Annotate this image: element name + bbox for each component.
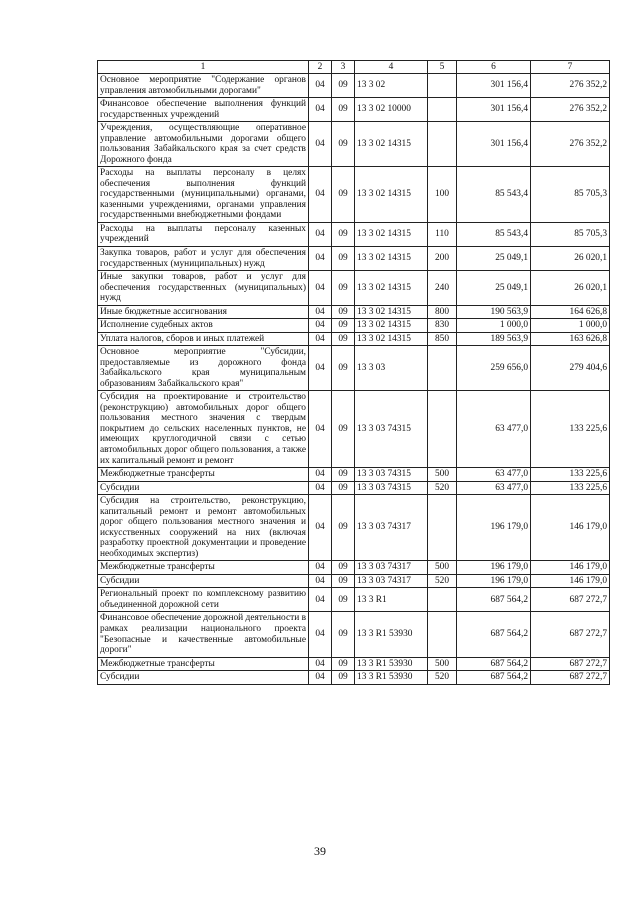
table-row [98, 495, 610, 561]
expense-type-cell: 520 [428, 574, 457, 588]
target-article-cell: 13 3 02 14315 [355, 167, 428, 223]
section-cell: 04 [309, 271, 332, 306]
target-article-cell: 13 3 R1 53930 [355, 671, 428, 685]
expense-type-cell: 500 [428, 657, 457, 671]
amount-year1-cell: 25 049,1 [457, 246, 531, 270]
expense-type-cell: 110 [428, 222, 457, 246]
amount-year2-cell: 687 272,7 [531, 588, 610, 612]
expense-type-cell: 240 [428, 271, 457, 306]
table-row [98, 574, 610, 588]
col-header: 6 [457, 61, 531, 74]
row-name-cell: Иные бюджетные ассигнования [98, 305, 309, 319]
amount-year1-cell: 687 564,2 [457, 657, 531, 671]
subsection-cell: 09 [332, 222, 355, 246]
col-header: 3 [332, 61, 355, 74]
table-row [98, 346, 610, 391]
amount-year1-cell: 196 179,0 [457, 561, 531, 575]
amount-year2-cell: 687 272,7 [531, 671, 610, 685]
expense-type-cell [428, 98, 457, 122]
amount-year2-cell: 687 272,7 [531, 612, 610, 657]
section-cell: 04 [309, 671, 332, 685]
expense-type-cell: 500 [428, 468, 457, 482]
amount-year2-cell: 279 404,6 [531, 346, 610, 391]
row-name-cell: Уплата налогов, сборов и иных платежей [98, 332, 309, 346]
section-cell: 04 [309, 657, 332, 671]
subsection-cell: 09 [332, 305, 355, 319]
row-name-cell: Закупка товаров, работ и услуг для обеспечения государственных (муниципальных) нужд [98, 246, 309, 270]
section-cell: 04 [309, 495, 332, 561]
target-article-cell: 13 3 02 14315 [355, 332, 428, 346]
row-name-cell: Субсидии [98, 481, 309, 495]
row-name-cell: Расходы на выплаты персоналу казенных учреждений [98, 222, 309, 246]
table-row [98, 612, 610, 657]
amount-year1-cell: 687 564,2 [457, 588, 531, 612]
amount-year2-cell: 133 225,6 [531, 468, 610, 482]
amount-year1-cell: 85 543,4 [457, 222, 531, 246]
expense-type-cell [428, 495, 457, 561]
subsection-cell: 09 [332, 468, 355, 482]
amount-year2-cell: 276 352,2 [531, 122, 610, 167]
target-article-cell: 13 3 03 74315 [355, 468, 428, 482]
row-name-cell: Иные закупки товаров, работ и услуг для обеспечения государственных (муниципальных) нужд [98, 271, 309, 306]
amount-year1-cell: 63 477,0 [457, 481, 531, 495]
row-name-cell: Учреждения, осуществляющие оперативное управление автомобильными дорогами общего пользования Забайкальского края за счет средств Дорожного фонда [98, 122, 309, 167]
table-row [98, 271, 610, 306]
expense-type-cell: 200 [428, 246, 457, 270]
row-name-cell: Субсидия на проектирование и строительство (реконструкцию) автомобильных дорог общего пользования местного значения с твердым покрытием до сельских населенных пунктов, не имеющих круглогодичной связи с сетью автомобильных дорог общего пользования, а также их капитальный ремонт и ремонт [98, 391, 309, 468]
row-name-cell: Межбюджетные трансферты [98, 561, 309, 575]
amount-year1-cell: 85 543,4 [457, 167, 531, 223]
subsection-cell: 09 [332, 657, 355, 671]
target-article-cell: 13 3 02 14315 [355, 122, 428, 167]
amount-year1-cell: 1 000,0 [457, 319, 531, 333]
subsection-cell: 09 [332, 167, 355, 223]
col-header: 7 [531, 61, 610, 74]
subsection-cell: 09 [332, 671, 355, 685]
section-cell: 04 [309, 74, 332, 98]
amount-year2-cell: 26 020,1 [531, 246, 610, 270]
section-cell: 04 [309, 319, 332, 333]
section-cell: 04 [309, 98, 332, 122]
section-cell: 04 [309, 481, 332, 495]
target-article-cell: 13 3 02 [355, 74, 428, 98]
section-cell: 04 [309, 332, 332, 346]
subsection-cell: 09 [332, 574, 355, 588]
page-number: 39 [314, 844, 326, 858]
amount-year1-cell: 687 564,2 [457, 671, 531, 685]
subsection-cell: 09 [332, 481, 355, 495]
expense-type-cell [428, 346, 457, 391]
col-header: 2 [309, 61, 332, 74]
section-cell: 04 [309, 346, 332, 391]
col-header: 4 [355, 61, 428, 74]
table-row [98, 671, 610, 685]
subsection-cell: 09 [332, 332, 355, 346]
target-article-cell: 13 3 02 14315 [355, 271, 428, 306]
subsection-cell: 09 [332, 391, 355, 468]
target-article-cell: 13 3 03 74315 [355, 391, 428, 468]
row-name-cell: Финансовое обеспечение дорожной деятельности в рамках реализации национального проекта "Безопасные и качественные автомобильные дороги" [98, 612, 309, 657]
expense-type-cell [428, 612, 457, 657]
amount-year1-cell: 63 477,0 [457, 391, 531, 468]
table-row [98, 481, 610, 495]
subsection-cell: 09 [332, 98, 355, 122]
amount-year2-cell: 146 179,0 [531, 495, 610, 561]
amount-year2-cell: 146 179,0 [531, 574, 610, 588]
expense-type-cell: 500 [428, 561, 457, 575]
amount-year2-cell: 276 352,2 [531, 74, 610, 98]
target-article-cell: 13 3 02 14315 [355, 222, 428, 246]
amount-year1-cell: 196 179,0 [457, 495, 531, 561]
amount-year2-cell: 687 272,7 [531, 657, 610, 671]
amount-year2-cell: 133 225,6 [531, 391, 610, 468]
col-header: 1 [98, 61, 309, 74]
row-name-cell: Основное мероприятие "Содержание органов управления автомобильными дорогами" [98, 74, 309, 98]
target-article-cell: 13 3 R1 53930 [355, 657, 428, 671]
amount-year2-cell: 85 705,3 [531, 167, 610, 223]
expense-type-cell [428, 391, 457, 468]
table-row [98, 74, 610, 98]
section-cell: 04 [309, 391, 332, 468]
row-name-cell: Исполнение судебных актов [98, 319, 309, 333]
target-article-cell: 13 3 R1 53930 [355, 612, 428, 657]
section-cell: 04 [309, 612, 332, 657]
amount-year2-cell: 276 352,2 [531, 98, 610, 122]
amount-year2-cell: 133 225,6 [531, 481, 610, 495]
expense-type-cell [428, 588, 457, 612]
row-name-cell: Региональный проект по комплексному развитию объединенной дорожной сети [98, 588, 309, 612]
row-name-cell: Межбюджетные трансферты [98, 468, 309, 482]
amount-year2-cell: 164 626,8 [531, 305, 610, 319]
target-article-cell: 13 3 02 14315 [355, 319, 428, 333]
expense-type-cell: 850 [428, 332, 457, 346]
col-header: 5 [428, 61, 457, 74]
section-cell: 04 [309, 122, 332, 167]
row-name-cell: Финансовое обеспечение выполнения функций государственных учреждений [98, 98, 309, 122]
target-article-cell: 13 3 03 74317 [355, 561, 428, 575]
section-cell: 04 [309, 574, 332, 588]
table-row [98, 167, 610, 223]
target-article-cell: 13 3 R1 [355, 588, 428, 612]
amount-year2-cell: 26 020,1 [531, 271, 610, 306]
subsection-cell: 09 [332, 122, 355, 167]
section-cell: 04 [309, 468, 332, 482]
expense-type-cell: 800 [428, 305, 457, 319]
row-name-cell: Субсидия на строительство, реконструкцию, капитальный ремонт и ремонт автомобильных дорог общего пользования местного значения и искусственных сооружений на них (включая разработку проектной документации и проведение необходимых экспертиз) [98, 495, 309, 561]
table-row [98, 332, 610, 346]
target-article-cell: 13 3 03 74315 [355, 481, 428, 495]
amount-year1-cell: 196 179,0 [457, 574, 531, 588]
subsection-cell: 09 [332, 561, 355, 575]
amount-year1-cell: 301 156,4 [457, 122, 531, 167]
table-row [98, 319, 610, 333]
subsection-cell: 09 [332, 346, 355, 391]
target-article-cell: 13 3 02 14315 [355, 305, 428, 319]
amount-year1-cell: 190 563,9 [457, 305, 531, 319]
expense-type-cell: 100 [428, 167, 457, 223]
subsection-cell: 09 [332, 246, 355, 270]
table-body [98, 74, 610, 685]
subsection-cell: 09 [332, 588, 355, 612]
amount-year1-cell: 189 563,9 [457, 332, 531, 346]
row-name-cell: Субсидии [98, 574, 309, 588]
subsection-cell: 09 [332, 271, 355, 306]
amount-year2-cell: 85 705,3 [531, 222, 610, 246]
row-name-cell: Межбюджетные трансферты [98, 657, 309, 671]
section-cell: 04 [309, 588, 332, 612]
target-article-cell: 13 3 02 14315 [355, 246, 428, 270]
row-name-cell: Основное мероприятие "Субсидии, предоставляемые из дорожного фонда Забайкальского края муниципальным образованиям Забайкальского края" [98, 346, 309, 391]
amount-year1-cell: 301 156,4 [457, 74, 531, 98]
subsection-cell: 09 [332, 612, 355, 657]
amount-year1-cell: 63 477,0 [457, 468, 531, 482]
amount-year2-cell: 163 626,8 [531, 332, 610, 346]
amount-year1-cell: 301 156,4 [457, 98, 531, 122]
subsection-cell: 09 [332, 319, 355, 333]
table-row [98, 222, 610, 246]
target-article-cell: 13 3 03 74317 [355, 495, 428, 561]
subsection-cell: 09 [332, 495, 355, 561]
section-cell: 04 [309, 246, 332, 270]
amount-year2-cell: 146 179,0 [531, 561, 610, 575]
amount-year1-cell: 687 564,2 [457, 612, 531, 657]
expense-type-cell: 520 [428, 481, 457, 495]
table-row [98, 657, 610, 671]
budget-table [97, 60, 610, 685]
expense-type-cell: 520 [428, 671, 457, 685]
table-row [98, 122, 610, 167]
target-article-cell: 13 3 03 [355, 346, 428, 391]
table-row [98, 588, 610, 612]
section-cell: 04 [309, 561, 332, 575]
target-article-cell: 13 3 02 10000 [355, 98, 428, 122]
section-cell: 04 [309, 305, 332, 319]
amount-year1-cell: 259 656,0 [457, 346, 531, 391]
row-name-cell: Субсидии [98, 671, 309, 685]
target-article-cell: 13 3 03 74317 [355, 574, 428, 588]
table-row [98, 468, 610, 482]
table-row [98, 391, 610, 468]
header-row [98, 61, 610, 74]
table-row [98, 305, 610, 319]
amount-year1-cell: 25 049,1 [457, 271, 531, 306]
table-row [98, 246, 610, 270]
table-row [98, 561, 610, 575]
expense-type-cell [428, 122, 457, 167]
subsection-cell: 09 [332, 74, 355, 98]
amount-year2-cell: 1 000,0 [531, 319, 610, 333]
table-row [98, 98, 610, 122]
expense-type-cell [428, 74, 457, 98]
expense-type-cell: 830 [428, 319, 457, 333]
row-name-cell: Расходы на выплаты персоналу в целях обеспечения выполнения функций государственными (муниципальными) органами, казенными учреждениями, органами управления государственными внебюджетными фондами [98, 167, 309, 223]
section-cell: 04 [309, 222, 332, 246]
section-cell: 04 [309, 167, 332, 223]
